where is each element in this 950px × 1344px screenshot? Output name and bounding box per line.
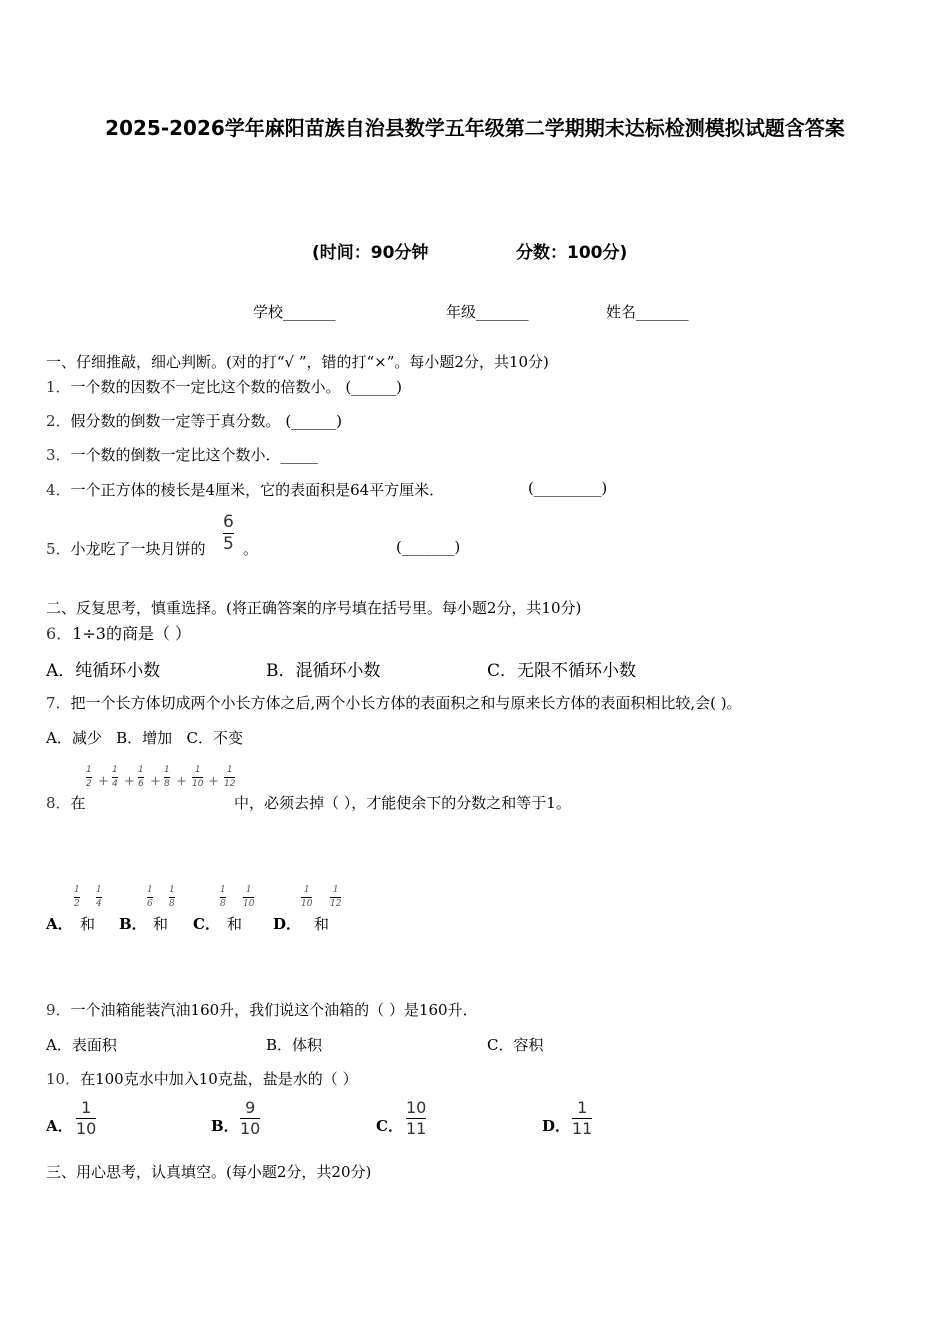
option-a-frac2 xyxy=(96,886,102,909)
option-b-frac2 xyxy=(169,886,175,909)
denominator: 8 xyxy=(164,779,170,789)
frac-1-6 xyxy=(138,766,144,789)
question-number: 1． xyxy=(46,378,71,396)
frac-1-2 xyxy=(86,766,92,789)
option-b-frac1 xyxy=(147,886,153,909)
question-8-lead xyxy=(46,792,86,813)
option-c-fraction xyxy=(406,1100,426,1137)
question-number: 3． xyxy=(46,446,71,464)
denominator: 8 xyxy=(220,899,226,909)
school-field: 学校_______ xyxy=(253,303,336,321)
numerator: 1 xyxy=(138,765,144,775)
exam-score: 分数：100分) xyxy=(516,243,628,263)
fraction-bar xyxy=(96,897,102,898)
name-field: 姓名_______ xyxy=(606,303,689,321)
and-word: 和 xyxy=(227,915,243,933)
plus-sign: + xyxy=(98,774,109,789)
option-b[interactable]: B．混循环小数 xyxy=(266,661,381,681)
option-b[interactable]: B．体积 xyxy=(266,1036,323,1054)
option-b[interactable]: B． xyxy=(119,915,147,933)
question-text: 一个数的倒数一定比这个数小．_____ xyxy=(70,446,319,464)
frac-1-8 xyxy=(164,766,170,789)
denominator: 4 xyxy=(96,899,102,909)
fraction-six-fifths xyxy=(223,514,234,553)
option-d[interactable]: D． xyxy=(273,915,302,933)
question-number: 7． xyxy=(46,694,71,712)
option-c[interactable]: C．无限不循环小数 xyxy=(487,661,637,681)
question-text: 在 xyxy=(70,794,86,812)
denominator: 11 xyxy=(572,1119,593,1138)
numerator: 1 xyxy=(303,885,310,895)
denominator: 2 xyxy=(86,779,92,789)
option-a[interactable]: A． xyxy=(46,915,73,933)
numerator: 1 xyxy=(577,1098,588,1117)
option-d[interactable]: D． xyxy=(542,1117,571,1135)
question-2 xyxy=(46,410,342,431)
exam-time: (时间：90分钟 xyxy=(312,243,429,263)
fraction-bar xyxy=(243,897,254,898)
section2-heading: 二、反复思考，慎重选择。(将正确答案的序号填在括号里。每小题2分，共10分) xyxy=(46,599,582,617)
fraction-bar xyxy=(74,897,80,898)
question-text: 1÷3的商是（ ） xyxy=(72,624,192,643)
fraction-bar xyxy=(330,897,341,898)
question-number: 4． xyxy=(46,481,71,499)
numerator: 1 xyxy=(169,885,175,895)
question-text: 小龙吃了一块月饼的 xyxy=(70,540,206,558)
numerator: 9 xyxy=(245,1098,256,1117)
numerator: 1 xyxy=(112,765,118,775)
denominator: 10 xyxy=(192,779,204,789)
numerator: 1 xyxy=(332,885,339,895)
question-1 xyxy=(46,376,402,397)
denominator: 6 xyxy=(147,899,153,909)
question-4 xyxy=(46,479,444,500)
option-c-frac2 xyxy=(243,886,254,909)
question-number: 9． xyxy=(46,1001,71,1019)
question-number: 8． xyxy=(46,794,71,812)
numerator: 1 xyxy=(194,765,201,775)
question-10 xyxy=(46,1068,358,1089)
question-6 xyxy=(46,621,191,644)
option-c[interactable]: C． xyxy=(376,1117,403,1135)
section3-heading: 三、用心思考，认真填空。(每小题2分，共20分) xyxy=(46,1163,372,1181)
q7-options[interactable]: A．减少 B．增加 C．不变 xyxy=(46,729,243,747)
denominator: 5 xyxy=(223,534,234,554)
numerator: 10 xyxy=(406,1098,427,1117)
numerator: 1 xyxy=(245,885,252,895)
numerator: 1 xyxy=(164,765,170,775)
option-c[interactable]: C．容积 xyxy=(487,1036,544,1054)
fraction-bar xyxy=(192,777,203,778)
option-c[interactable]: C． xyxy=(193,915,220,933)
answer-blank[interactable]: (_________) xyxy=(528,479,608,497)
option-a-frac1 xyxy=(74,886,80,909)
option-a[interactable]: A． xyxy=(46,1117,73,1135)
frac-1-12 xyxy=(224,766,235,789)
option-b-fraction xyxy=(240,1100,260,1137)
question-5 xyxy=(46,538,206,559)
denominator: 4 xyxy=(112,779,118,789)
option-d-fraction xyxy=(572,1100,592,1137)
fraction-bar xyxy=(169,897,175,898)
fraction-bar xyxy=(224,777,235,778)
frac-1-10 xyxy=(192,766,203,789)
question-text: 把一个长方体切成两个小长方体之后,两个小长方体的表面积之和与原来长方体的表面积相比较,会( )。 xyxy=(70,694,742,712)
numerator: 1 xyxy=(226,765,233,775)
plus-sign: + xyxy=(208,774,219,789)
question-text: 一个数的因数不一定比这个数的倍数小。 (______) xyxy=(70,378,403,396)
question-number: 10． xyxy=(46,1070,81,1088)
option-d-frac2 xyxy=(330,886,341,909)
numerator: 1 xyxy=(220,885,226,895)
denominator: 10 xyxy=(76,1119,97,1138)
section1-heading: 一、仔细推敲，细心判断。(对的打“√ ”，错的打“×”。每小题2分，共10分) xyxy=(46,353,549,371)
fraction-bar xyxy=(164,777,170,778)
question-text: 假分数的倒数一定等于真分数。 (______) xyxy=(70,412,343,430)
fraction-bar xyxy=(301,897,312,898)
numerator: 1 xyxy=(74,885,80,895)
option-a[interactable]: A．纯循环小数 xyxy=(46,661,161,681)
question-number: 5． xyxy=(46,540,71,558)
option-b[interactable]: B． xyxy=(211,1117,239,1135)
denominator: 6 xyxy=(138,779,144,789)
numerator: 6 xyxy=(223,512,234,532)
question-9 xyxy=(46,999,478,1020)
question-text: 在100克水中加入10克盐，盐是水的（ ） xyxy=(80,1070,358,1088)
denominator: 2 xyxy=(74,899,80,909)
option-a-fraction xyxy=(76,1100,96,1137)
question-number: 6． xyxy=(46,624,73,643)
fraction-bar xyxy=(138,777,144,778)
denominator: 8 xyxy=(169,899,175,909)
numerator: 1 xyxy=(147,885,153,895)
and-word: 和 xyxy=(153,915,169,933)
denominator: 12 xyxy=(330,899,342,909)
denominator: 12 xyxy=(224,779,236,789)
fraction-bar xyxy=(147,897,153,898)
question-text: 一个正方体的棱长是4厘米，它的表面积是64平方厘米． xyxy=(70,481,445,499)
numerator: 1 xyxy=(96,885,102,895)
page-title: 2025-2026学年麻阳苗族自治县数学五年级第二学期期末达标检测模拟试题含答案 xyxy=(105,116,845,140)
fraction-bar xyxy=(112,777,118,778)
plus-sign: + xyxy=(150,774,161,789)
and-word: 和 xyxy=(80,915,96,933)
numerator: 1 xyxy=(81,1098,92,1117)
numerator: 1 xyxy=(86,765,92,775)
and-word: 和 xyxy=(314,915,330,933)
fraction-bar xyxy=(220,897,226,898)
frac-1-4 xyxy=(112,766,118,789)
question-number: 2． xyxy=(46,412,71,430)
denominator: 11 xyxy=(406,1119,427,1138)
grade-field: 年级_______ xyxy=(446,303,529,321)
denominator: 10 xyxy=(243,899,255,909)
plus-sign: + xyxy=(176,774,187,789)
question-tail: 。 xyxy=(243,540,259,558)
option-d-frac1 xyxy=(301,886,312,909)
option-a[interactable]: A．表面积 xyxy=(46,1036,117,1054)
answer-blank[interactable]: (_______) xyxy=(396,538,461,556)
question-7 xyxy=(46,692,742,713)
question-3 xyxy=(46,444,318,465)
question-text: 一个油箱能装汽油160升，我们说这个油箱的（ ）是160升． xyxy=(70,1001,478,1019)
denominator: 10 xyxy=(240,1119,261,1138)
denominator: 10 xyxy=(301,899,313,909)
question-8-text: 中，必须去掉（ ），才能使余下的分数之和等于1。 xyxy=(234,794,571,812)
option-c-frac1 xyxy=(220,886,226,909)
plus-sign: + xyxy=(124,774,135,789)
fraction-bar xyxy=(86,777,92,778)
